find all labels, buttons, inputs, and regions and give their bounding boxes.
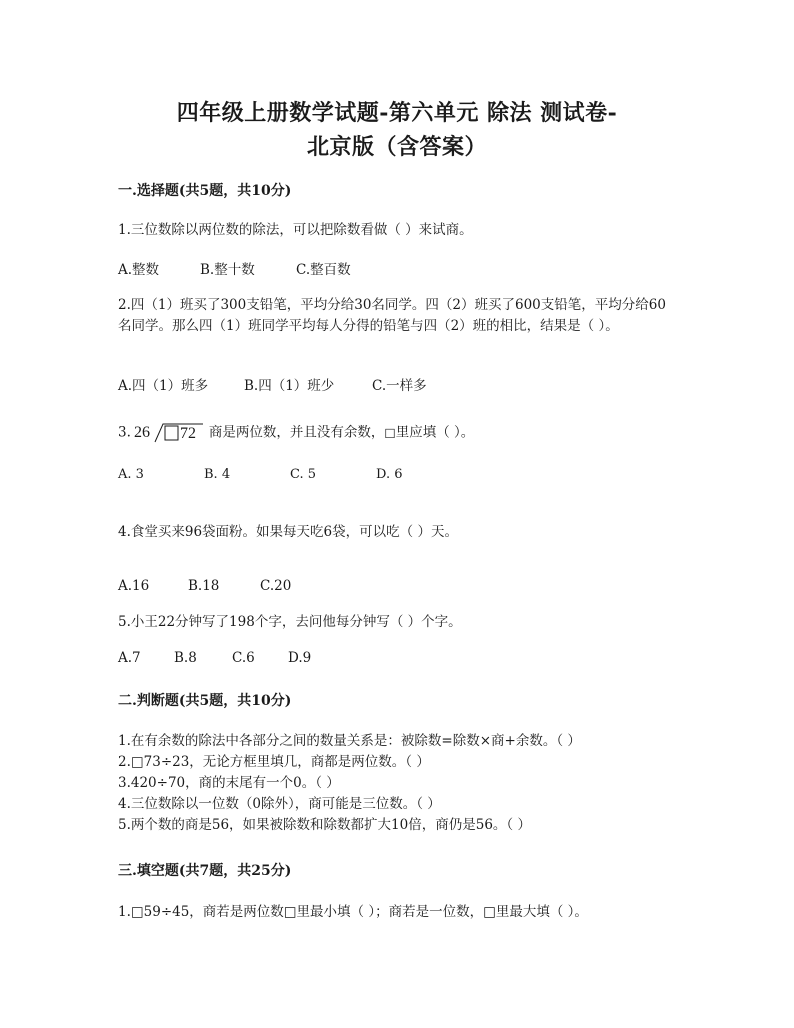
section-heading-judgement: 二.判断题(共5题，共10分) — [118, 693, 292, 709]
question-3-options — [118, 467, 403, 482]
judgement-item-4: 4.三位数除以一位数（0除外），商可能是三位数。（ ） — [118, 796, 441, 812]
option-b: B. 4 — [204, 467, 231, 482]
option-c: C. 5 — [290, 467, 317, 482]
question-2-options — [118, 374, 427, 394]
question-3-end: 里应填（ ）。 — [395, 424, 475, 441]
document-title-line2: 北京版（含答案） — [306, 134, 487, 160]
question-5-options — [118, 650, 311, 666]
question-3-number: 3. — [118, 424, 131, 441]
blank-box-icon — [165, 426, 178, 440]
question-4-text: 4.食堂买来96袋面粉。如果每天吃6袋，可以吃（ ）天。 — [118, 524, 458, 540]
option-a: A.整数 — [118, 262, 160, 278]
long-division-figure — [133, 420, 205, 446]
document-title-line1: 四年级上册数学试题-第六单元 除法 测试卷- — [176, 100, 618, 126]
option-a: A.四（1）班多 — [118, 378, 209, 394]
option-c: C.20 — [260, 578, 292, 594]
option-b: B.18 — [188, 578, 220, 594]
section-heading-choice: 一.选择题(共5题，共10分) — [118, 183, 292, 199]
judgement-item-3: 3.420÷70，商的末尾有一个0。（ ） — [118, 775, 340, 791]
option-a: A.16 — [118, 578, 150, 594]
fill-blank-item-1: 1.□59÷45，商若是两位数□里最小填（ ）；商若是一位数，□里最大填（ ）。 — [118, 904, 588, 920]
question-3-text — [118, 420, 474, 446]
option-b: B.整十数 — [200, 262, 255, 278]
option-d: D.9 — [288, 650, 312, 666]
option-a: A.7 — [118, 650, 141, 666]
option-d: D. 6 — [376, 467, 403, 482]
question-4-options — [118, 578, 291, 594]
option-c: C.6 — [232, 650, 255, 666]
divisor-26: 26 — [133, 424, 150, 441]
judgement-item-5: 5.两个数的商是56，如果被除数和除数都扩大10倍，商仍是56。（ ） — [118, 817, 531, 833]
question-1-options — [118, 258, 351, 278]
dividend-72: 72 — [179, 425, 196, 442]
blank-box-icon: □ — [384, 425, 396, 440]
judgement-item-2: 2.□73÷23，无论方框里填几，商都是两位数。（ ） — [118, 754, 430, 770]
question-3-main: 商是两位数，并且没有余数， — [208, 424, 385, 441]
question-5-text: 5.小王22分钟写了198个字，去问他每分钟写（ ）个字。 — [118, 614, 462, 630]
option-c: C.一样多 — [372, 378, 427, 394]
option-a: A. 3 — [118, 467, 144, 482]
option-b: B.四（1）班少 — [244, 378, 335, 394]
section-heading-fill-blank: 三.填空题(共7题，共25分) — [118, 863, 292, 879]
option-c: C.整百数 — [296, 262, 351, 278]
question-2-text: 2.四（1）班买了300支铅笔，平均分给30名同学。四（2）班买了600支铅笔，平均分给60名同学。那么四（1）班同学平均每人分得的铅笔与四（2）班的相比，结果是（ ）。 — [118, 297, 666, 334]
question-1-text: 1.三位数除以两位数的除法，可以把除数看做（ ）来试商。 — [118, 222, 473, 238]
judgement-item-1: 1.在有余数的除法中各部分之间的数量关系是：被除数=除数×商+余数。（ ） — [118, 733, 581, 749]
option-b: B.8 — [174, 650, 197, 666]
